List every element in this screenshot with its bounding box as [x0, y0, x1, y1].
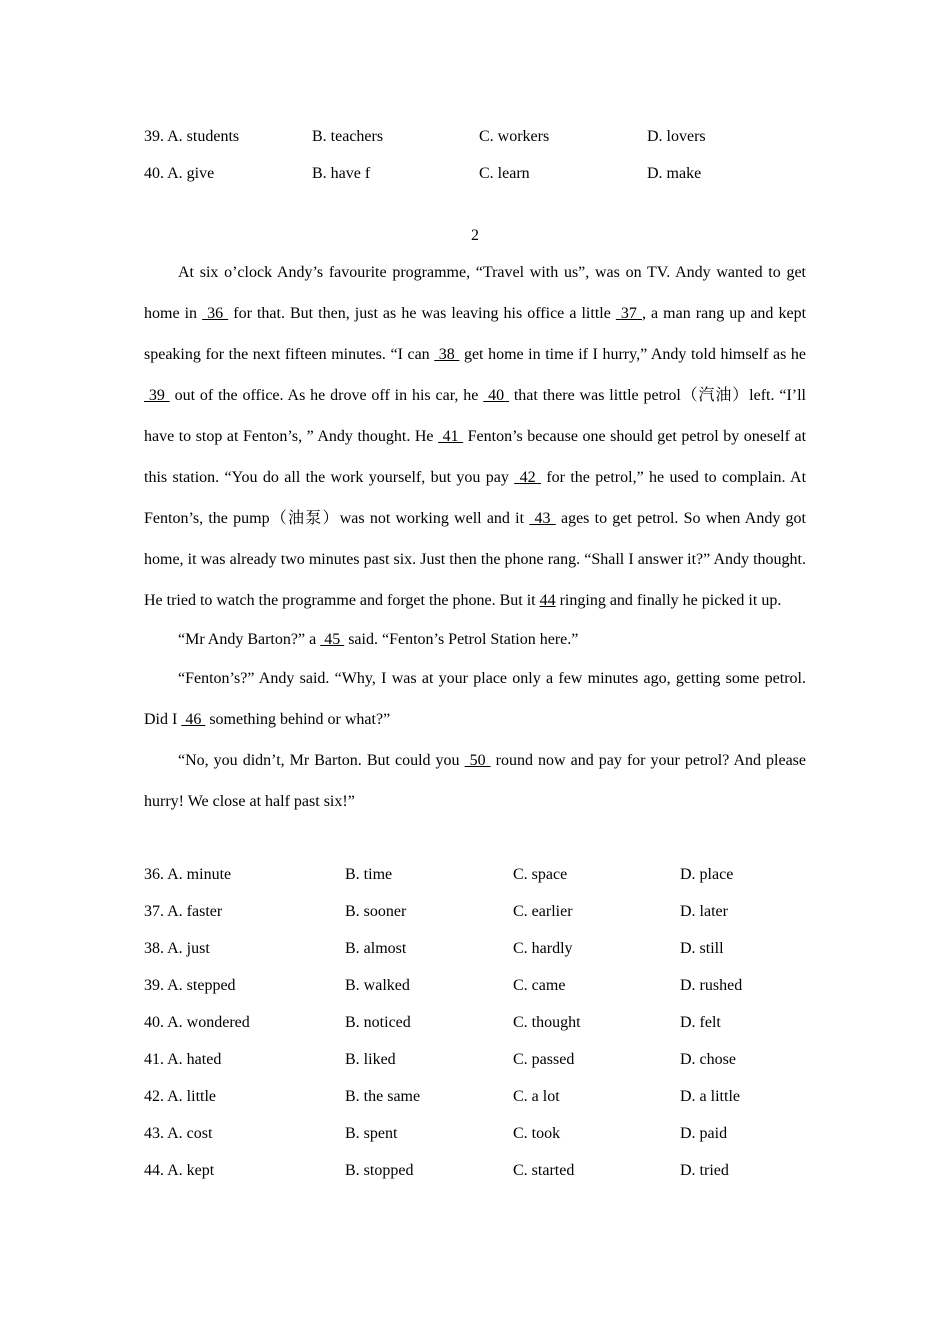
question-number: 40. — [144, 165, 164, 182]
passage-text: for that. But then, just as he was leaving his office a little — [228, 305, 616, 322]
paragraph-4 — [144, 740, 806, 822]
passage-text: ringing and finally he picked it up. — [555, 592, 782, 609]
question-number: 37. — [144, 903, 164, 920]
question-number: 43. — [144, 1125, 164, 1142]
question-number-a — [144, 118, 239, 155]
option-a-cell — [144, 893, 222, 930]
passage-text: round now and pay for your petrol? And please hurry! We close at half past six!” — [144, 752, 807, 810]
option-d: D. chose — [680, 1051, 736, 1068]
passage-text: for the petrol,” he used to complain. At Fenton’s, the pump（油泵）was not working well and it — [144, 469, 807, 527]
question-row-41 — [144, 1041, 824, 1078]
passage-text: “Mr Andy Barton?” a — [178, 631, 321, 648]
blank-50: 50 — [464, 752, 491, 769]
option-d: D. felt — [680, 1014, 721, 1031]
option-d: D. a little — [680, 1088, 740, 1105]
blank-45: 45 — [320, 631, 345, 648]
option-d: D. rushed — [680, 977, 743, 994]
question-row-40-top — [144, 155, 824, 192]
option-d: D. paid — [680, 1125, 728, 1142]
blank-40: 40 — [483, 387, 509, 404]
option-c: C. space — [513, 866, 568, 883]
question-row-39-top — [144, 118, 824, 155]
option-b: B. noticed — [345, 1014, 411, 1031]
option-a: A. students — [167, 128, 240, 145]
question-row-39 — [144, 967, 824, 1004]
option-c: C. started — [513, 1162, 575, 1179]
paragraph-1 — [144, 252, 806, 621]
question-number: 39. — [144, 128, 164, 145]
blank-37: 37 — [615, 305, 642, 322]
option-b: B. walked — [345, 977, 410, 994]
option-b: B. teachers — [312, 128, 384, 145]
passage-text: out of the office. As he drove off in his car, he — [169, 387, 484, 404]
option-c: C. took — [513, 1125, 561, 1142]
option-c: C. a lot — [513, 1088, 560, 1105]
blank-43: 43 — [529, 510, 556, 527]
option-b: B. stopped — [345, 1162, 414, 1179]
blank-42: 42 — [514, 469, 541, 486]
passage-text: Fenton’s because one should get petrol by oneself at this station. “You do all the work yourself, but you pay — [144, 428, 807, 486]
option-a: A. faster — [167, 903, 223, 920]
question-row-43 — [144, 1115, 824, 1152]
option-a: A. hated — [167, 1051, 222, 1068]
passage-text: At six o’clock Andy’s favourite programme, “Travel with us”, was on TV. Andy wanted to get home in — [144, 264, 806, 322]
option-d: D. make — [647, 165, 702, 182]
passage-text: ages to get petrol. So when Andy got home, it was already two minutes past six. Just then the phone rang. “Shall I answer it?” Andy thought. He tried to watch the programme and forget the phone. But it — [144, 510, 806, 609]
passage-text: said. “Fenton’s Petrol Station here.” — [344, 631, 579, 648]
question-row-40 — [144, 1004, 824, 1041]
option-b: B. have f — [312, 165, 371, 182]
option-c: C. came — [513, 977, 566, 994]
paragraph-2 — [144, 621, 806, 658]
option-a: A. minute — [167, 866, 232, 883]
question-row-38 — [144, 930, 824, 967]
option-a: A. just — [167, 940, 210, 957]
question-number: 42. — [144, 1088, 164, 1105]
option-d: D. tried — [680, 1162, 729, 1179]
option-a: A. wondered — [167, 1014, 250, 1031]
passage-text: “No, you didn’t, Mr Barton. But could you — [178, 752, 465, 769]
paragraph-3 — [144, 658, 806, 740]
option-a: A. give — [167, 165, 215, 182]
option-c: C. earlier — [513, 903, 573, 920]
option-a-cell — [144, 856, 231, 893]
question-row-42 — [144, 1078, 824, 1115]
option-b: B. time — [345, 866, 393, 883]
question-row-44 — [144, 1152, 824, 1189]
blank-41: 41 — [438, 428, 464, 445]
passage-text: that there was little petrol（汽油）left. “I’ll have to stop at Fenton’s, ” Andy thought. He — [144, 387, 806, 445]
blank-46: 46 — [181, 711, 206, 728]
passage-text: “Fenton’s?” Andy said. “Why, I was at your place only a few minutes ago, getting some petrol. Did I — [144, 670, 806, 728]
option-a-cell — [144, 1004, 250, 1041]
passage-text: , a man rang up and kept speaking for the next fifteen minutes. “I can — [144, 305, 807, 363]
option-b: B. sooner — [345, 903, 407, 920]
question-number: 44. — [144, 1162, 164, 1179]
question-number-a — [144, 155, 214, 192]
option-a-cell — [144, 930, 210, 967]
option-a: A. cost — [167, 1125, 213, 1142]
question-number: 39. — [144, 977, 164, 994]
question-number: 40. — [144, 1014, 164, 1031]
option-b: B. spent — [345, 1125, 398, 1142]
page-number: 2 — [471, 227, 479, 244]
reading-passage — [144, 252, 806, 822]
option-c: C. learn — [479, 165, 530, 182]
option-c: C. thought — [513, 1014, 581, 1031]
blank-36: 36 — [202, 305, 229, 322]
option-a-cell — [144, 1152, 214, 1189]
blank-44: 44 — [539, 592, 556, 609]
option-a-cell — [144, 1041, 221, 1078]
passage-text: something behind or what?” — [205, 711, 391, 728]
option-d: D. later — [680, 903, 728, 920]
option-c: C. passed — [513, 1051, 575, 1068]
option-b: B. the same — [345, 1088, 421, 1105]
option-a-cell — [144, 1115, 212, 1152]
question-number: 36. — [144, 866, 164, 883]
question-row-36 — [144, 856, 824, 893]
passage-text: get home in time if I hurry,” Andy told himself as he — [459, 346, 806, 363]
question-number: 41. — [144, 1051, 164, 1068]
option-c: C. hardly — [513, 940, 573, 957]
option-d: D. lovers — [647, 128, 706, 145]
option-a: A. stepped — [167, 977, 236, 994]
question-number: 38. — [144, 940, 164, 957]
question-row-37 — [144, 893, 824, 930]
option-b: B. almost — [345, 940, 407, 957]
option-a: A. little — [167, 1088, 217, 1105]
option-a-cell — [144, 967, 236, 1004]
option-c: C. workers — [479, 128, 550, 145]
option-d: D. place — [680, 866, 734, 883]
option-d: D. still — [680, 940, 724, 957]
blank-38: 38 — [434, 346, 460, 363]
option-b: B. liked — [345, 1051, 396, 1068]
blank-39: 39 — [144, 387, 170, 404]
option-a-cell — [144, 1078, 216, 1115]
option-a: A. kept — [167, 1162, 215, 1179]
